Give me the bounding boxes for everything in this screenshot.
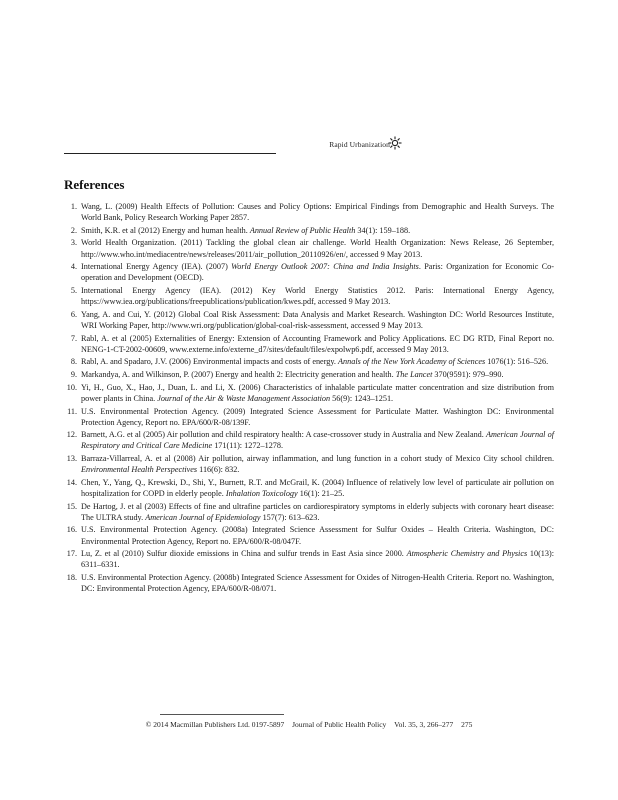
reference-item bbox=[64, 501, 554, 523]
reference-item bbox=[64, 309, 554, 331]
reference-number: 11. bbox=[67, 406, 77, 416]
reference-number: 4. bbox=[70, 262, 77, 272]
reference-source-title: Atmospheric Chemistry and Physics bbox=[406, 549, 528, 559]
reference-text: 116(6): 832. bbox=[197, 465, 240, 475]
footer-volume: Vol. 35, 3, 266–277 bbox=[394, 720, 454, 729]
reference-text: 171(11): 1272–1278. bbox=[212, 441, 284, 451]
reference-text: Yang, A. and Cui, Y. (2012) Global Coal Risk Assessment: Data Analysis and Market Research. Washington DC: World Resources Institute, WRI Working Paper, http://www.wri.org/publication/global-coal-risk-assessment, accessed 9 May 2013. bbox=[81, 309, 554, 330]
reference-number: 18. bbox=[66, 573, 77, 582]
reference-text: Wang, L. (2009) Health Effects of Pollution: Causes and Policy Options: Empirical Findings from Demographic and Health Surveys. The World Bank, Policy Research Working Paper 2857. bbox=[81, 202, 554, 223]
reference-item bbox=[64, 429, 554, 451]
reference-number: 6. bbox=[70, 309, 77, 319]
reference-item bbox=[64, 333, 554, 355]
reference-number: 10. bbox=[66, 382, 77, 392]
reference-text: International Energy Agency (IEA). (2012) Key World Energy Statistics 2012. Paris: International Energy Agency, https://www.iea.org/publications/freepublications/publication/kwes.pdf, accessed 9 May 2013. bbox=[81, 286, 554, 307]
reference-item bbox=[64, 285, 554, 307]
reference-text: 56(9): 1243–1251. bbox=[330, 393, 394, 403]
page-footer bbox=[64, 720, 554, 729]
reference-number: 16. bbox=[66, 525, 77, 535]
footer-copyright: © 2014 Macmillan Publishers Ltd. 0197-5897 bbox=[145, 720, 285, 729]
reference-text: Barraza-Villarreal, A. et al (2008) Air pollution, airway inflammation, and lung function in a cohort study of Mexico City school children. bbox=[81, 454, 554, 464]
reference-number: 8. bbox=[70, 357, 77, 367]
reference-text: Lu, Z. et al (2010) Sulfur dioxide emissions in China and sulfur trends in East Asia since 2000. bbox=[81, 549, 407, 559]
reference-item bbox=[64, 548, 554, 570]
reference-text: Smith, K.R. et al (2012) Energy and human health. bbox=[81, 225, 250, 235]
reference-number: 9. bbox=[70, 370, 77, 380]
reference-source-title: American Journal of Epidemiology bbox=[145, 512, 261, 522]
reference-source-title: Inhalation Toxicology bbox=[225, 488, 298, 498]
reference-item bbox=[64, 477, 554, 499]
reference-item bbox=[64, 237, 554, 259]
reference-number: 2. bbox=[70, 225, 77, 235]
reference-item bbox=[64, 572, 554, 594]
reference-text: 1076(1): 516–526. bbox=[485, 357, 549, 367]
reference-source-title: Journal of the Air & Waste Management Association bbox=[157, 393, 331, 403]
reference-text: De Hartog, J. et al (2003) Effects of fine and ultrafine particles on cardiorespiratory symptoms in elderly subjects with coronary heart disease: The ULTRA study. bbox=[81, 501, 554, 522]
reference-number: 7. bbox=[70, 333, 77, 343]
reference-text: Chen, Y., Yang, Q., Krewski, D., Shi, Y., Burnett, R.T. and McGrail, K. (2004) Influence of relatively low level of particulate air pollution on hospitalization for COPD in elderly people. bbox=[81, 477, 554, 498]
reference-item bbox=[64, 453, 554, 475]
reference-text: Markandya, A. and Wilkinson, P. (2007) Energy and health 2: Electricity generation and health. bbox=[81, 370, 396, 380]
reference-text: Rabl, A. et al (2005) Externalities of Energy: Extension of Accounting Framework and Policy Applications. EC DG RTD, Final Report no. NENG-1-CT-2002-00609, www.externe.info/externe_d7/sites/default/files/expolwp6.pdf, accessed 9 May 2013. bbox=[81, 333, 554, 354]
reference-item bbox=[64, 369, 554, 380]
reference-text: U.S. Environmental Protection Agency. (2009) Integrated Science Assessment for Particulate Matter. Washington DC: Environmental Protection Agency, Report no. EPA/600/R-08/139F. bbox=[81, 406, 554, 427]
reference-item bbox=[64, 201, 554, 223]
running-title: Rapid Urbanization bbox=[329, 140, 390, 149]
footer-rule bbox=[160, 714, 284, 715]
reference-text: World Health Organization. (2011) Tackling the global clean air challenge. World Health Organization: News Release, 26 September, http://www.who.int/mediacentre/news/releases/2011/air_pollution_20110926/en/, accessed 9 May 2013. bbox=[81, 238, 554, 259]
reference-item bbox=[64, 356, 554, 367]
reference-item bbox=[64, 261, 554, 283]
reference-text: U.S. Environmental Protection Agency. (2008a) Integrated Science Assessment for Sulfur Oxides – Health Criteria. Washington, DC: Environmental Protection Agency, Report no. EPA/600/R-08/047F. bbox=[81, 525, 554, 546]
reference-number: 12. bbox=[66, 430, 77, 440]
reference-list bbox=[64, 201, 554, 596]
reference-text: 157(7): 613–623. bbox=[260, 512, 320, 522]
reference-text: Yi, H., Guo, X., Hao, J., Duan, L. and Li, X. (2006) Characteristics of inhalable particulate matter concentration and size distribution from power plants in China. bbox=[81, 382, 554, 403]
reference-source-title: American Journal of Respiratory and Critical Care Medicine bbox=[81, 430, 554, 451]
reference-text: 16(1): 21–25. bbox=[297, 488, 345, 498]
footer-page-number: 275 bbox=[461, 720, 473, 729]
reference-item bbox=[64, 406, 554, 428]
sun-star-logo-icon bbox=[388, 136, 402, 150]
reference-number: 14. bbox=[66, 477, 77, 487]
reference-number: 15. bbox=[66, 501, 77, 511]
reference-source-title: The Lancet bbox=[395, 370, 433, 380]
reference-text: Barnett, A.G. et al (2005) Air pollution and child respiratory health: A case-crossover study in Australia and New Zealand. bbox=[81, 430, 486, 440]
footer-journal: Journal of Public Health Policy bbox=[292, 720, 387, 729]
reference-text: 10(13): 6311–6331. bbox=[81, 549, 554, 570]
reference-source-title: Environmental Health Perspectives bbox=[81, 465, 198, 475]
reference-text: 370(9591): 979–990. bbox=[432, 370, 504, 380]
reference-text: U.S. Environmental Protection Agency. (2008b) Integrated Science Assessment for Oxides of Nitrogen-Health Criteria. Report no. Washington, DC: Environmental Protection Agency, EPA/600/R-08/071. bbox=[81, 573, 554, 594]
reference-number: 17. bbox=[66, 549, 77, 559]
reference-number: 5. bbox=[70, 286, 77, 296]
reference-item bbox=[64, 524, 554, 546]
reference-source-title: World Energy Outlook 2007: China and India Insights bbox=[231, 262, 419, 272]
reference-text: . Paris: Organization for Economic Co-operation and Development (OECD). bbox=[81, 262, 555, 283]
header-rule bbox=[64, 153, 276, 154]
reference-text: Rabl, A. and Spadaro, J.V. (2006) Environmental impacts and costs of energy. bbox=[81, 357, 339, 367]
reference-source-title: Annals of the New York Academy of Sciences bbox=[338, 357, 486, 367]
section-title: References bbox=[64, 177, 125, 192]
reference-item bbox=[64, 225, 554, 236]
reference-number: 3. bbox=[70, 238, 77, 248]
reference-text: 34(1): 159–188. bbox=[355, 225, 411, 235]
reference-item bbox=[64, 382, 554, 404]
reference-source-title: Annual Review of Public Health bbox=[249, 225, 356, 235]
reference-number: 13. bbox=[66, 454, 77, 464]
reference-number: 1. bbox=[70, 202, 77, 211]
reference-text: International Energy Agency (IEA). (2007) bbox=[81, 262, 232, 272]
